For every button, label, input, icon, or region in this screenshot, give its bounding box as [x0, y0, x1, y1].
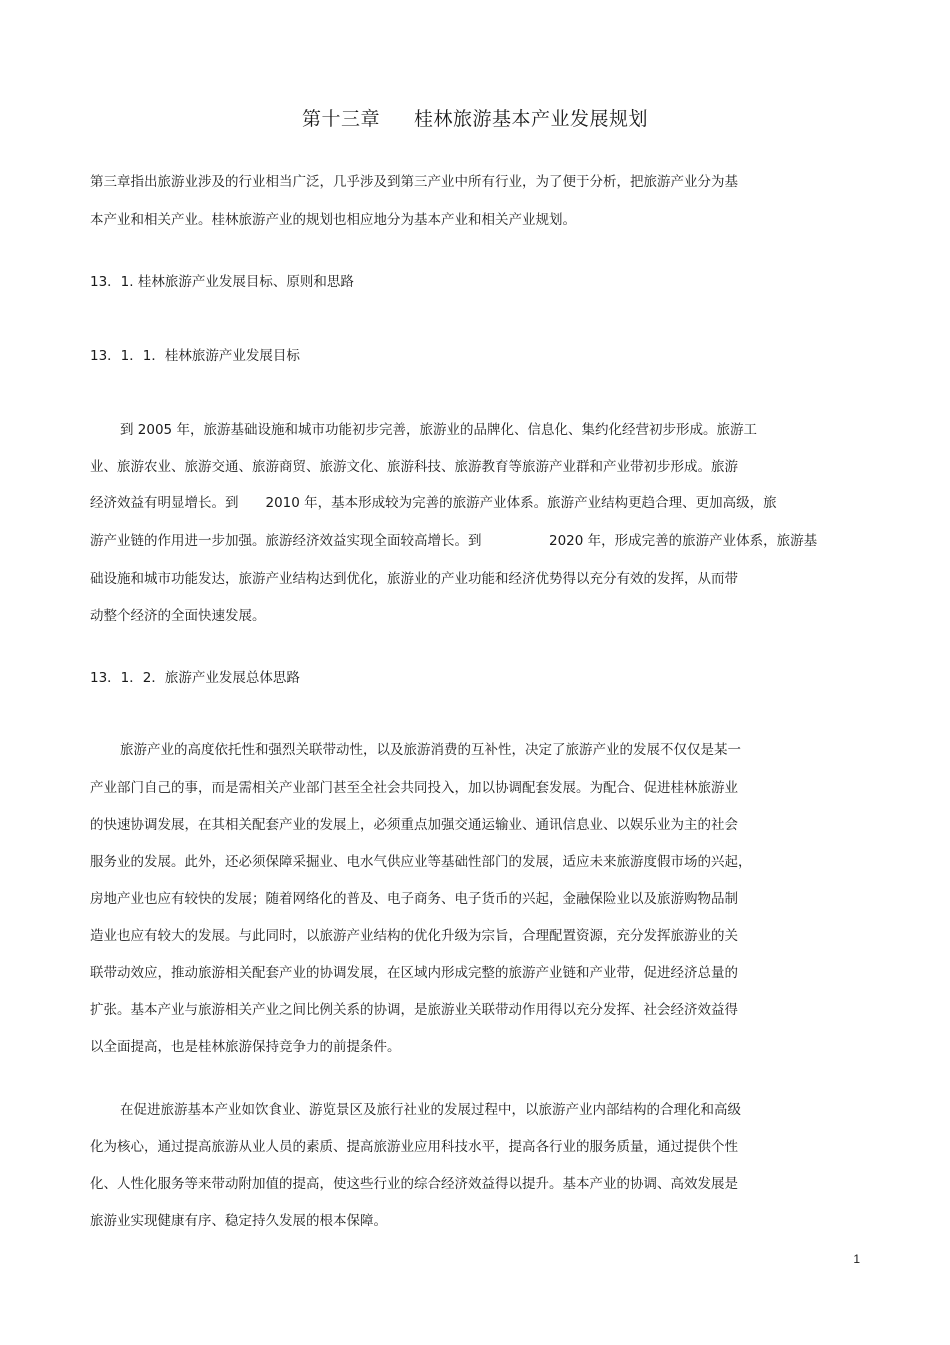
paragraph-line: 经济效益有明显增长。到 2010 年，基本形成较为完善的旅游产业体系。旅游产业结构更趋合理、更加高级，旅 — [90, 495, 777, 511]
paragraph-line: 的快速协调发展，在其相关配套产业的发展上，必须重点加强交通运输业、通讯信息业、以娱乐业为主的社会 — [90, 817, 738, 833]
paragraph-line: 联带动效应，推动旅游相关配套产业的协调发展，在区域内形成完整的旅游产业链和产业带，促进经济总量的 — [90, 965, 738, 981]
paragraph-line: 动整个经济的全面快速发展。 — [90, 608, 266, 624]
paragraph-line: 旅游产业的高度依托性和强烈关联带动性，以及旅游消费的互补性，决定了旅游产业的发展不仅仅是某一 — [120, 742, 741, 758]
paragraph-line: 化、人性化服务等来带动附加值的提高，使这些行业的综合经济效益得以提升。基本产业的协调、高效发展是 — [90, 1176, 738, 1192]
paragraph-line: 以全面提高，也是桂林旅游保持竞争力的前提条件。 — [90, 1039, 401, 1055]
section-heading-13-1-2: 13．1．2．旅游产业发展总体思路 — [90, 670, 300, 686]
paragraph-line: 到 2005 年，旅游基础设施和城市功能初步完善，旅游业的品牌化、信息化、集约化经营初步形成。旅游工 — [120, 422, 757, 438]
section-heading-13-1: 13．1. 桂林旅游产业发展目标、原则和思路 — [90, 274, 354, 290]
paragraph-line: 旅游业实现健康有序、稳定持久发展的根本保障。 — [90, 1213, 387, 1229]
paragraph-line: 服务业的发展。此外，还必须保障采掘业、电水气供应业等基础性部门的发展，适应未来旅游度假市场的兴起， — [90, 854, 752, 870]
paragraph-line: 造业也应有较大的发展。与此同时，以旅游产业结构的优化升级为宗旨，合理配置资源，充分发挥旅游业的关 — [90, 928, 738, 944]
section-heading-13-1-1: 13．1．1．桂林旅游产业发展目标 — [90, 348, 300, 364]
paragraph-line: 在促进旅游基本产业如饮食业、游览景区及旅行社业的发展过程中，以旅游产业内部结构的合理化和高级 — [120, 1102, 741, 1118]
intro-line: 本产业和相关产业。桂林旅游产业的规划也相应地分为基本产业和相关产业规划。 — [90, 212, 576, 228]
paragraph-line: 础设施和城市功能发达，旅游产业结构达到优化，旅游业的产业功能和经济优势得以充分有效的发挥，从而带 — [90, 571, 738, 587]
page-title — [0, 104, 950, 131]
paragraph-line: 业、旅游农业、旅游交通、旅游商贸、旅游文化、旅游科技、旅游教育等旅游产业群和产业带初步形成。旅游 — [90, 459, 738, 475]
paragraph-line: 产业部门自己的事，而是需相关产业部门甚至全社会共同投入，加以协调配套发展。为配合、促进桂林旅游业 — [90, 780, 738, 796]
chapter-number: 第十三章 — [301, 108, 380, 130]
paragraph-line: 房地产业也应有较快的发展；随着网络化的普及、电子商务、电子货币的兴起，金融保险业以及旅游购物品制 — [90, 891, 738, 907]
chapter-title: 桂林旅游基本产业发展规划 — [414, 108, 649, 130]
page-number: 1 — [853, 1252, 860, 1266]
paragraph-line: 化为核心，通过提高旅游从业人员的素质、提高旅游业应用科技水平，提高各行业的服务质量，通过提供个性 — [90, 1139, 738, 1155]
intro-line: 第三章指出旅游业涉及的行业相当广泛，几乎涉及到第三产业中所有行业，为了便于分析，把旅游产业分为基 — [90, 174, 738, 190]
paragraph-line: 游产业链的作用进一步加强。旅游经济效益实现全面较高增长。到 2020 年，形成完善的旅游产业体系，旅游基 — [90, 533, 818, 549]
paragraph-line: 扩张。基本产业与旅游相关产业之间比例关系的协调，是旅游业关联带动作用得以充分发挥、社会经济效益得 — [90, 1002, 738, 1018]
